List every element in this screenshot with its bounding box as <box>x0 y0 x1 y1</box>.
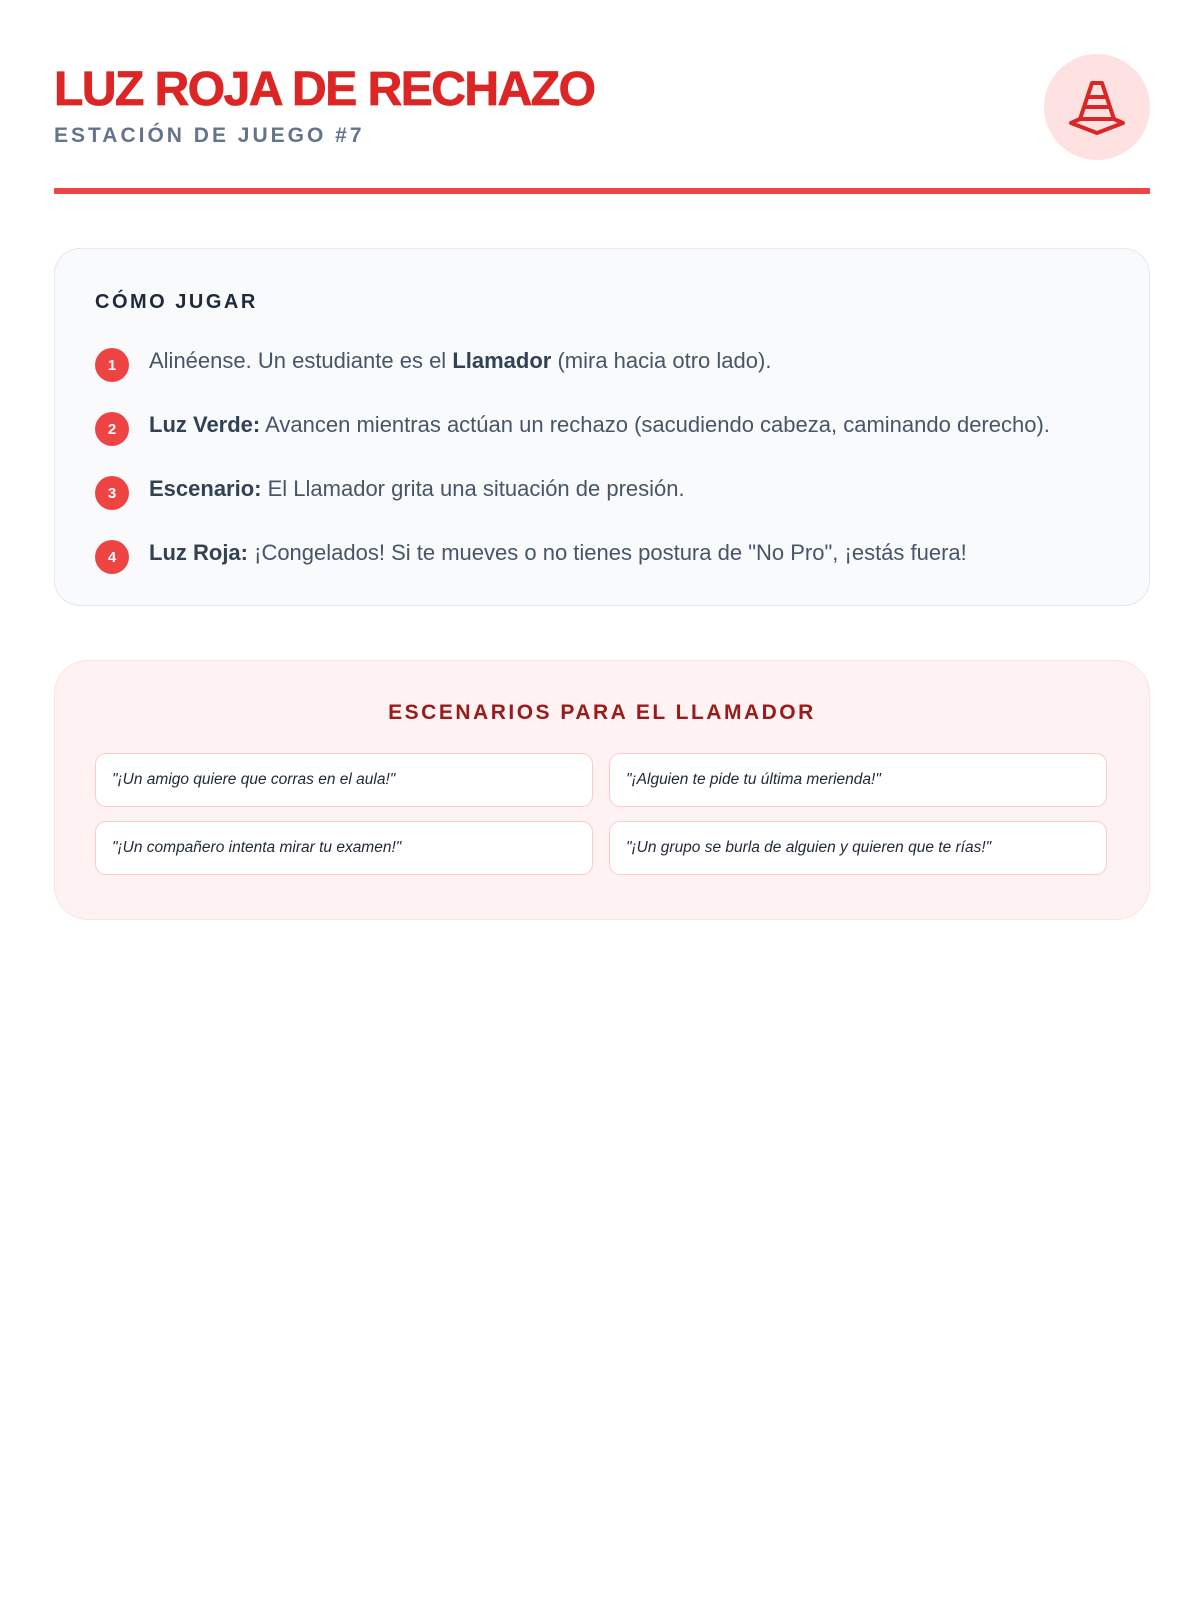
scenario-item: "¡Un grupo se burla de alguien y quieren que te rías!" <box>609 821 1107 875</box>
step-text: Luz Verde: Avancen mientras actúan un rechazo (sacudiendo cabeza, caminando derecho). <box>149 412 1050 437</box>
step-text: Alinéense. Un estudiante es el Llamador (mira hacia otro lado). <box>149 348 772 373</box>
step-item <box>95 457 1109 521</box>
how-to-play-card <box>54 248 1150 606</box>
step-item <box>95 329 1109 393</box>
scenario-item: "¡Un compañero intenta mirar tu examen!" <box>95 821 593 875</box>
step-text: Luz Roja: ¡Congelados! Si te mueves o no tienes postura de "No Pro", ¡estás fuera! <box>149 540 967 565</box>
step-text: Escenario: El Llamador grita una situación de presión. <box>149 476 685 501</box>
step-number-badge: 1 <box>95 348 129 382</box>
traffic-cone-icon <box>1065 75 1129 139</box>
step-item <box>95 521 1109 585</box>
step-number-badge: 2 <box>95 412 129 446</box>
step-number-badge: 4 <box>95 540 129 574</box>
scenario-item: "¡Un amigo quiere que corras en el aula!" <box>95 753 593 807</box>
step-number-badge: 3 <box>95 476 129 510</box>
scenarios-grid <box>95 753 1109 875</box>
how-to-play-heading: CÓMO JUGAR <box>95 291 258 313</box>
scenario-item: "¡Alguien te pide tu última merienda!" <box>609 753 1107 807</box>
cone-badge <box>1044 54 1150 160</box>
steps-list <box>95 329 1109 585</box>
scenarios-card <box>54 660 1150 920</box>
page-header <box>54 60 1150 194</box>
scenarios-heading: ESCENARIOS PARA EL LLAMADOR <box>388 701 816 724</box>
page-title: LUZ ROJA DE RECHAZO <box>54 63 595 116</box>
step-item <box>95 393 1109 457</box>
header-divider <box>54 188 1150 194</box>
page-subtitle: ESTACIÓN DE JUEGO #7 <box>54 124 365 147</box>
